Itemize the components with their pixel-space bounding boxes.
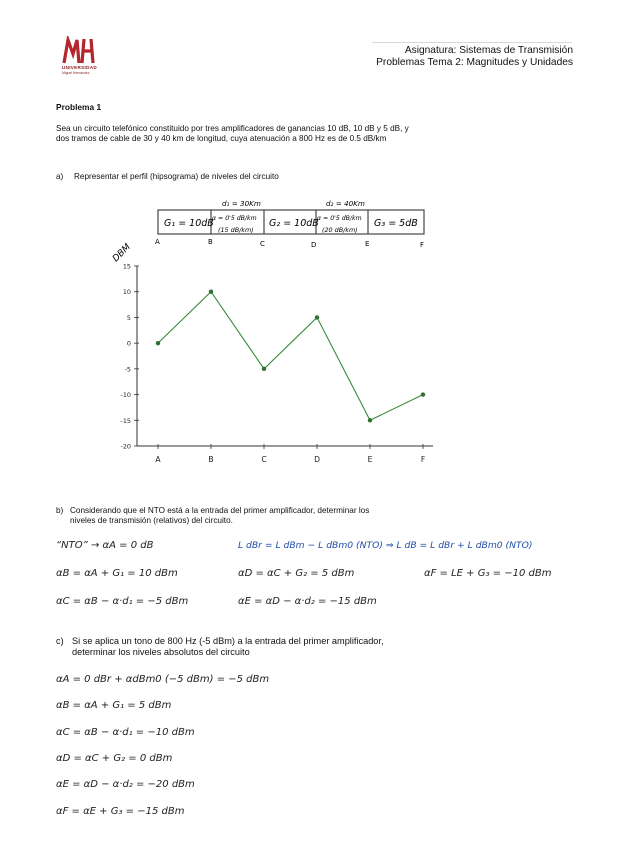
hypsogram-chart [90, 232, 450, 472]
node-b: B [208, 238, 213, 246]
eq-d: αD = αC + G₂ = 5 dBm [238, 568, 355, 579]
chart-series [156, 290, 425, 423]
d2-label: d₂ = 40Km [326, 199, 365, 208]
x-tick-label: D [314, 455, 320, 464]
node-c: C [260, 240, 265, 248]
header-divider [372, 42, 572, 43]
problems-title: Problemas Tema 2: Magnitudes y Unidades [376, 57, 573, 68]
data-point [156, 341, 160, 345]
att1-label: α = 0'5 dB/km [212, 215, 257, 222]
g2-label: G₂ = 10dB [269, 218, 319, 229]
node-e: E [365, 240, 370, 248]
part-c-label: c) [56, 636, 64, 646]
eq-nto: “NTO” → αA = 0 dB [56, 540, 154, 551]
part-b-question-line1: Considerando que el NTO está a la entrada del primer amplificador, determinar los [70, 506, 370, 515]
chart-axes [137, 266, 433, 446]
data-point [262, 367, 266, 371]
x-tick-label: C [261, 455, 267, 464]
y-tick-label: -15 [120, 416, 131, 425]
eq-f: αF = LE + G₃ = −10 dBm [424, 568, 552, 579]
x-tick-label: B [208, 455, 214, 464]
eq-c-a: αA = 0 dBr + αdBm0 (−5 dBm) = −5 dBm [56, 674, 270, 685]
part-a-question: Representar el perfil (hipsograma) de niveles del circuito [74, 172, 279, 181]
g1-label: G₁ = 10dB [164, 218, 214, 229]
eq-c-d: αD = αC + G₂ = 0 dBm [56, 753, 173, 764]
y-tick-label: 10 [122, 288, 131, 297]
y-ticks [121, 263, 139, 451]
university-logo [62, 36, 96, 66]
y-tick-label: 0 [126, 339, 131, 348]
y-axis-label: DBM [111, 242, 133, 265]
eq-e: αE = αD − α·d₂ = −15 dBm [238, 596, 377, 607]
data-point [315, 315, 319, 319]
y-tick-label: 5 [126, 313, 131, 322]
part-b-label: b) [56, 506, 64, 515]
part-a-label: a) [56, 172, 64, 181]
eq-c-c: αC = αB − α·d₁ = −10 dBm [56, 727, 195, 738]
data-point [209, 290, 213, 294]
x-tick-label: E [367, 455, 373, 464]
x-tick-label: A [155, 455, 161, 464]
x-ticks [155, 444, 425, 464]
g3-label: G₃ = 5dB [374, 218, 418, 229]
part-c-question-line1: Si se aplica un tono de 800 Hz (-5 dBm) a la entrada del primer amplificador, [72, 636, 384, 646]
data-point [368, 418, 372, 422]
eq-c: αC = αB − α·d₁ = −5 dBm [56, 596, 189, 607]
eq-b: αB = αA + G₁ = 10 dBm [56, 568, 178, 579]
x-tick-label: F [420, 455, 426, 464]
logo-university-text: UNIVERSIDAD [62, 65, 97, 70]
eq-c-b: αB = αA + G₁ = 5 dBm [56, 700, 172, 711]
y-tick-label: -10 [120, 391, 131, 400]
node-d: D [311, 241, 317, 249]
problem-statement: Sea un circuito telefónico constituido por tres amplificadores de ganancias 10 dB, 10 dB y 5 dB, y dos tramos de cable de 30 y 40 km de longitud, cuya atenuación a 800 Hz es de 0.5 dB/km [56, 124, 409, 144]
loss1-label: (15 dB/km) [218, 226, 254, 234]
eq-formula: L dBr = L dBm − L dBm0 (NTO) ⇒ L dB = L dBr + L dBm0 (NTO) [238, 540, 533, 551]
logo-name-text: Miguel Hernández [62, 71, 90, 75]
eq-c-f: αF = αE + G₃ = −15 dBm [56, 806, 185, 817]
series-line [158, 292, 423, 421]
data-point [421, 392, 425, 396]
loss2-label: (20 dB/km) [322, 226, 358, 234]
part-c-question-line2: determinar los niveles absolutos del circuito [72, 647, 250, 657]
y-tick-label: -20 [120, 442, 131, 451]
y-tick-label: -5 [124, 365, 131, 374]
d1-label: d₁ = 30Km [222, 199, 261, 208]
part-b-question-line2: niveles de transmisión (relativos) del circuito. [70, 516, 233, 525]
att2-label: α = 0'5 dB/km [317, 215, 362, 222]
y-tick-label: 15 [122, 262, 131, 271]
course-title: Asignatura: Sistemas de Transmisión [404, 45, 573, 56]
problem-title: Problema 1 [56, 102, 102, 112]
node-a: A [155, 238, 160, 246]
eq-c-e: αE = αD − α·d₂ = −20 dBm [56, 779, 195, 790]
node-f: F [420, 241, 425, 249]
